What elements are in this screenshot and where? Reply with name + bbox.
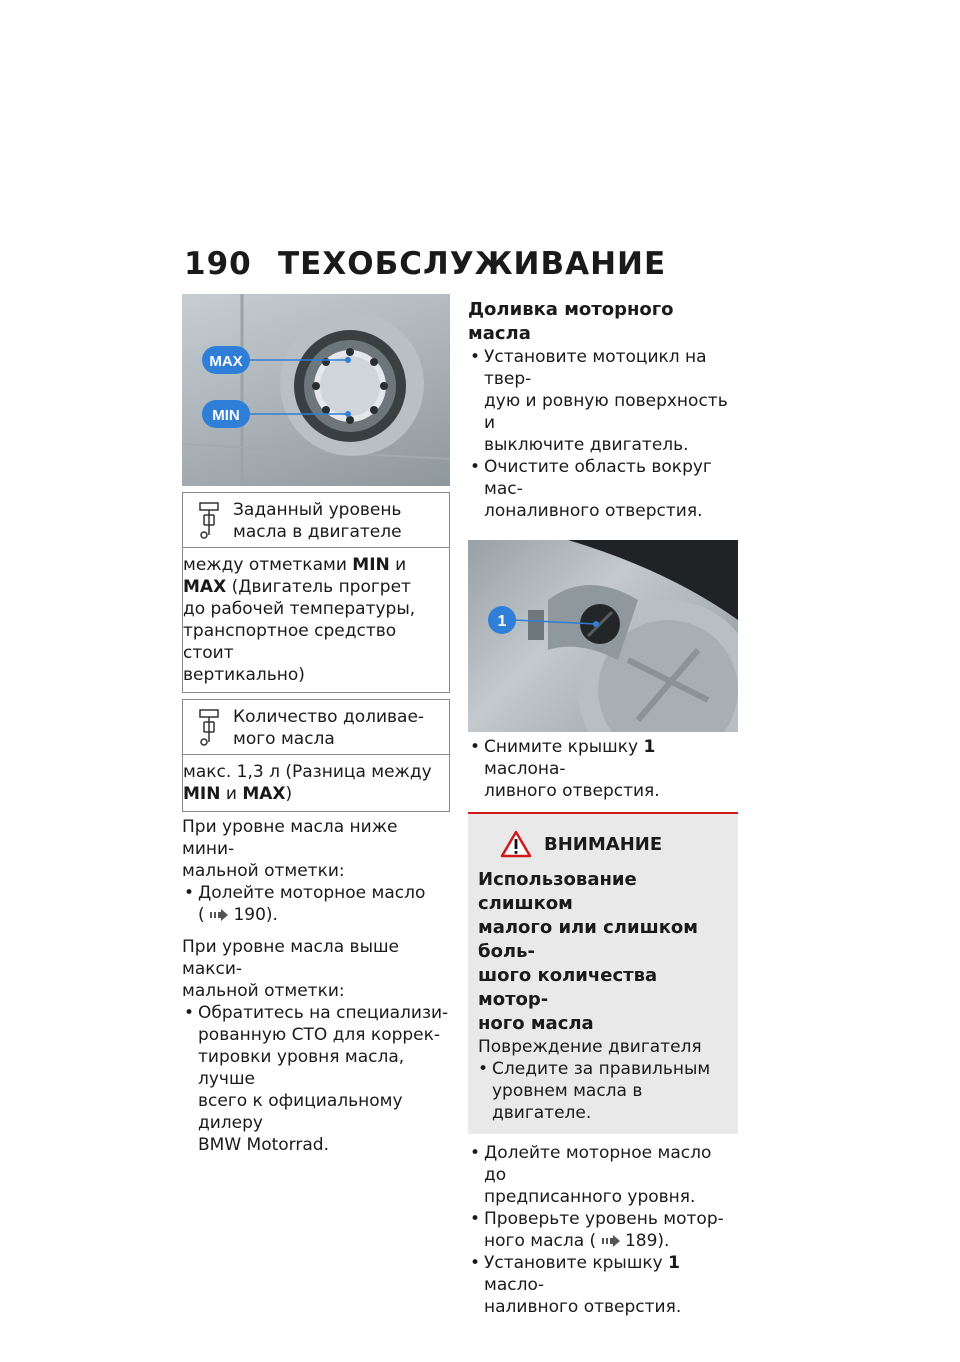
max-label: MAX (209, 353, 243, 370)
spec-value: между отметками MIN и MAX (Двигатель прогрет до рабочей температуры, транспортное средство стоит вертикально) (183, 555, 416, 685)
low-level-paragraph: При уровне масла ниже мини- мальной отметки: (182, 817, 398, 881)
warning-box (468, 812, 738, 1134)
sight-glass-illustration (182, 294, 450, 486)
page-reference-link[interactable]: 189). (619, 1231, 670, 1251)
oil-quantity-spec-box (182, 699, 450, 812)
top-up-bullet: • Долейте моторное масло ( 190). (184, 883, 426, 925)
oil-dipstick-icon (197, 708, 223, 748)
page-reference-link[interactable]: 190). (228, 905, 278, 925)
step-park-bullet: • Установите мотоцикл на твер- дую и ровную поверхность и выключите двигатель. (470, 347, 728, 455)
warning-subtitle: Использование слишком малого или слишком боль- шого количества мотор- ного масла (478, 869, 698, 1034)
oil-sight-glass-photo (182, 294, 450, 486)
chapter-title: ТЕХОБСЛУЖИВАНИЕ (278, 246, 667, 282)
right-column (468, 298, 738, 1318)
contact-dealer-bullet: • Обратитесь на специализи- рованную СТО для коррек- тировки уровня масла, лучше всего к официальному дилеру BMW Motorrad. (184, 1003, 449, 1155)
warning-header (478, 830, 728, 860)
spec-header (183, 700, 449, 755)
page-number: 190 (184, 246, 252, 282)
spec-label: Количество доливае- мого масла (233, 707, 425, 749)
left-column (182, 294, 450, 1156)
warning-bullet: • Следите за правильным уровнем масла в двигателе. (478, 1059, 711, 1123)
step-remove-cap-bullet: • Снимите крышку 1 маслона- ливного отверстия. (470, 737, 660, 801)
oil-filler-cap-photo (468, 540, 738, 732)
warning-consequence: Повреждение двигателя (478, 1037, 702, 1057)
step-check-bullet: • Проверьте уровень мотор- ного масла ( 189). (470, 1209, 724, 1251)
warning-triangle-icon (500, 830, 532, 858)
min-label: MIN (212, 407, 240, 424)
step-clean-bullet: • Очистите область вокруг мас- лоналивного отверстия. (470, 457, 712, 521)
page-reference-arrow-icon (210, 909, 228, 921)
filler-cap-illustration (468, 540, 738, 732)
page-header (184, 246, 744, 286)
spec-value: макс. 1,3 л (Разница между MIN и MAX) (183, 762, 432, 804)
oil-level-spec-box (182, 492, 450, 693)
section-title: Доливка моторного масла (468, 299, 674, 344)
callout-1-label: 1 (497, 613, 507, 630)
high-level-paragraph: При уровне масла выше макси- мальной отметки: (182, 937, 400, 1001)
spec-header (183, 493, 449, 548)
warning-title: ВНИМАНИЕ (544, 834, 663, 855)
step-install-cap-bullet: • Установите крышку 1 масло- наливного отверстия. (470, 1253, 682, 1317)
spec-label: Заданный уровень масла в двигателе (233, 500, 402, 542)
step-fill-bullet: • Долейте моторное масло до предписанного уровня. (470, 1143, 712, 1207)
page-reference-arrow-icon (602, 1235, 620, 1247)
oil-dipstick-icon (197, 501, 223, 541)
